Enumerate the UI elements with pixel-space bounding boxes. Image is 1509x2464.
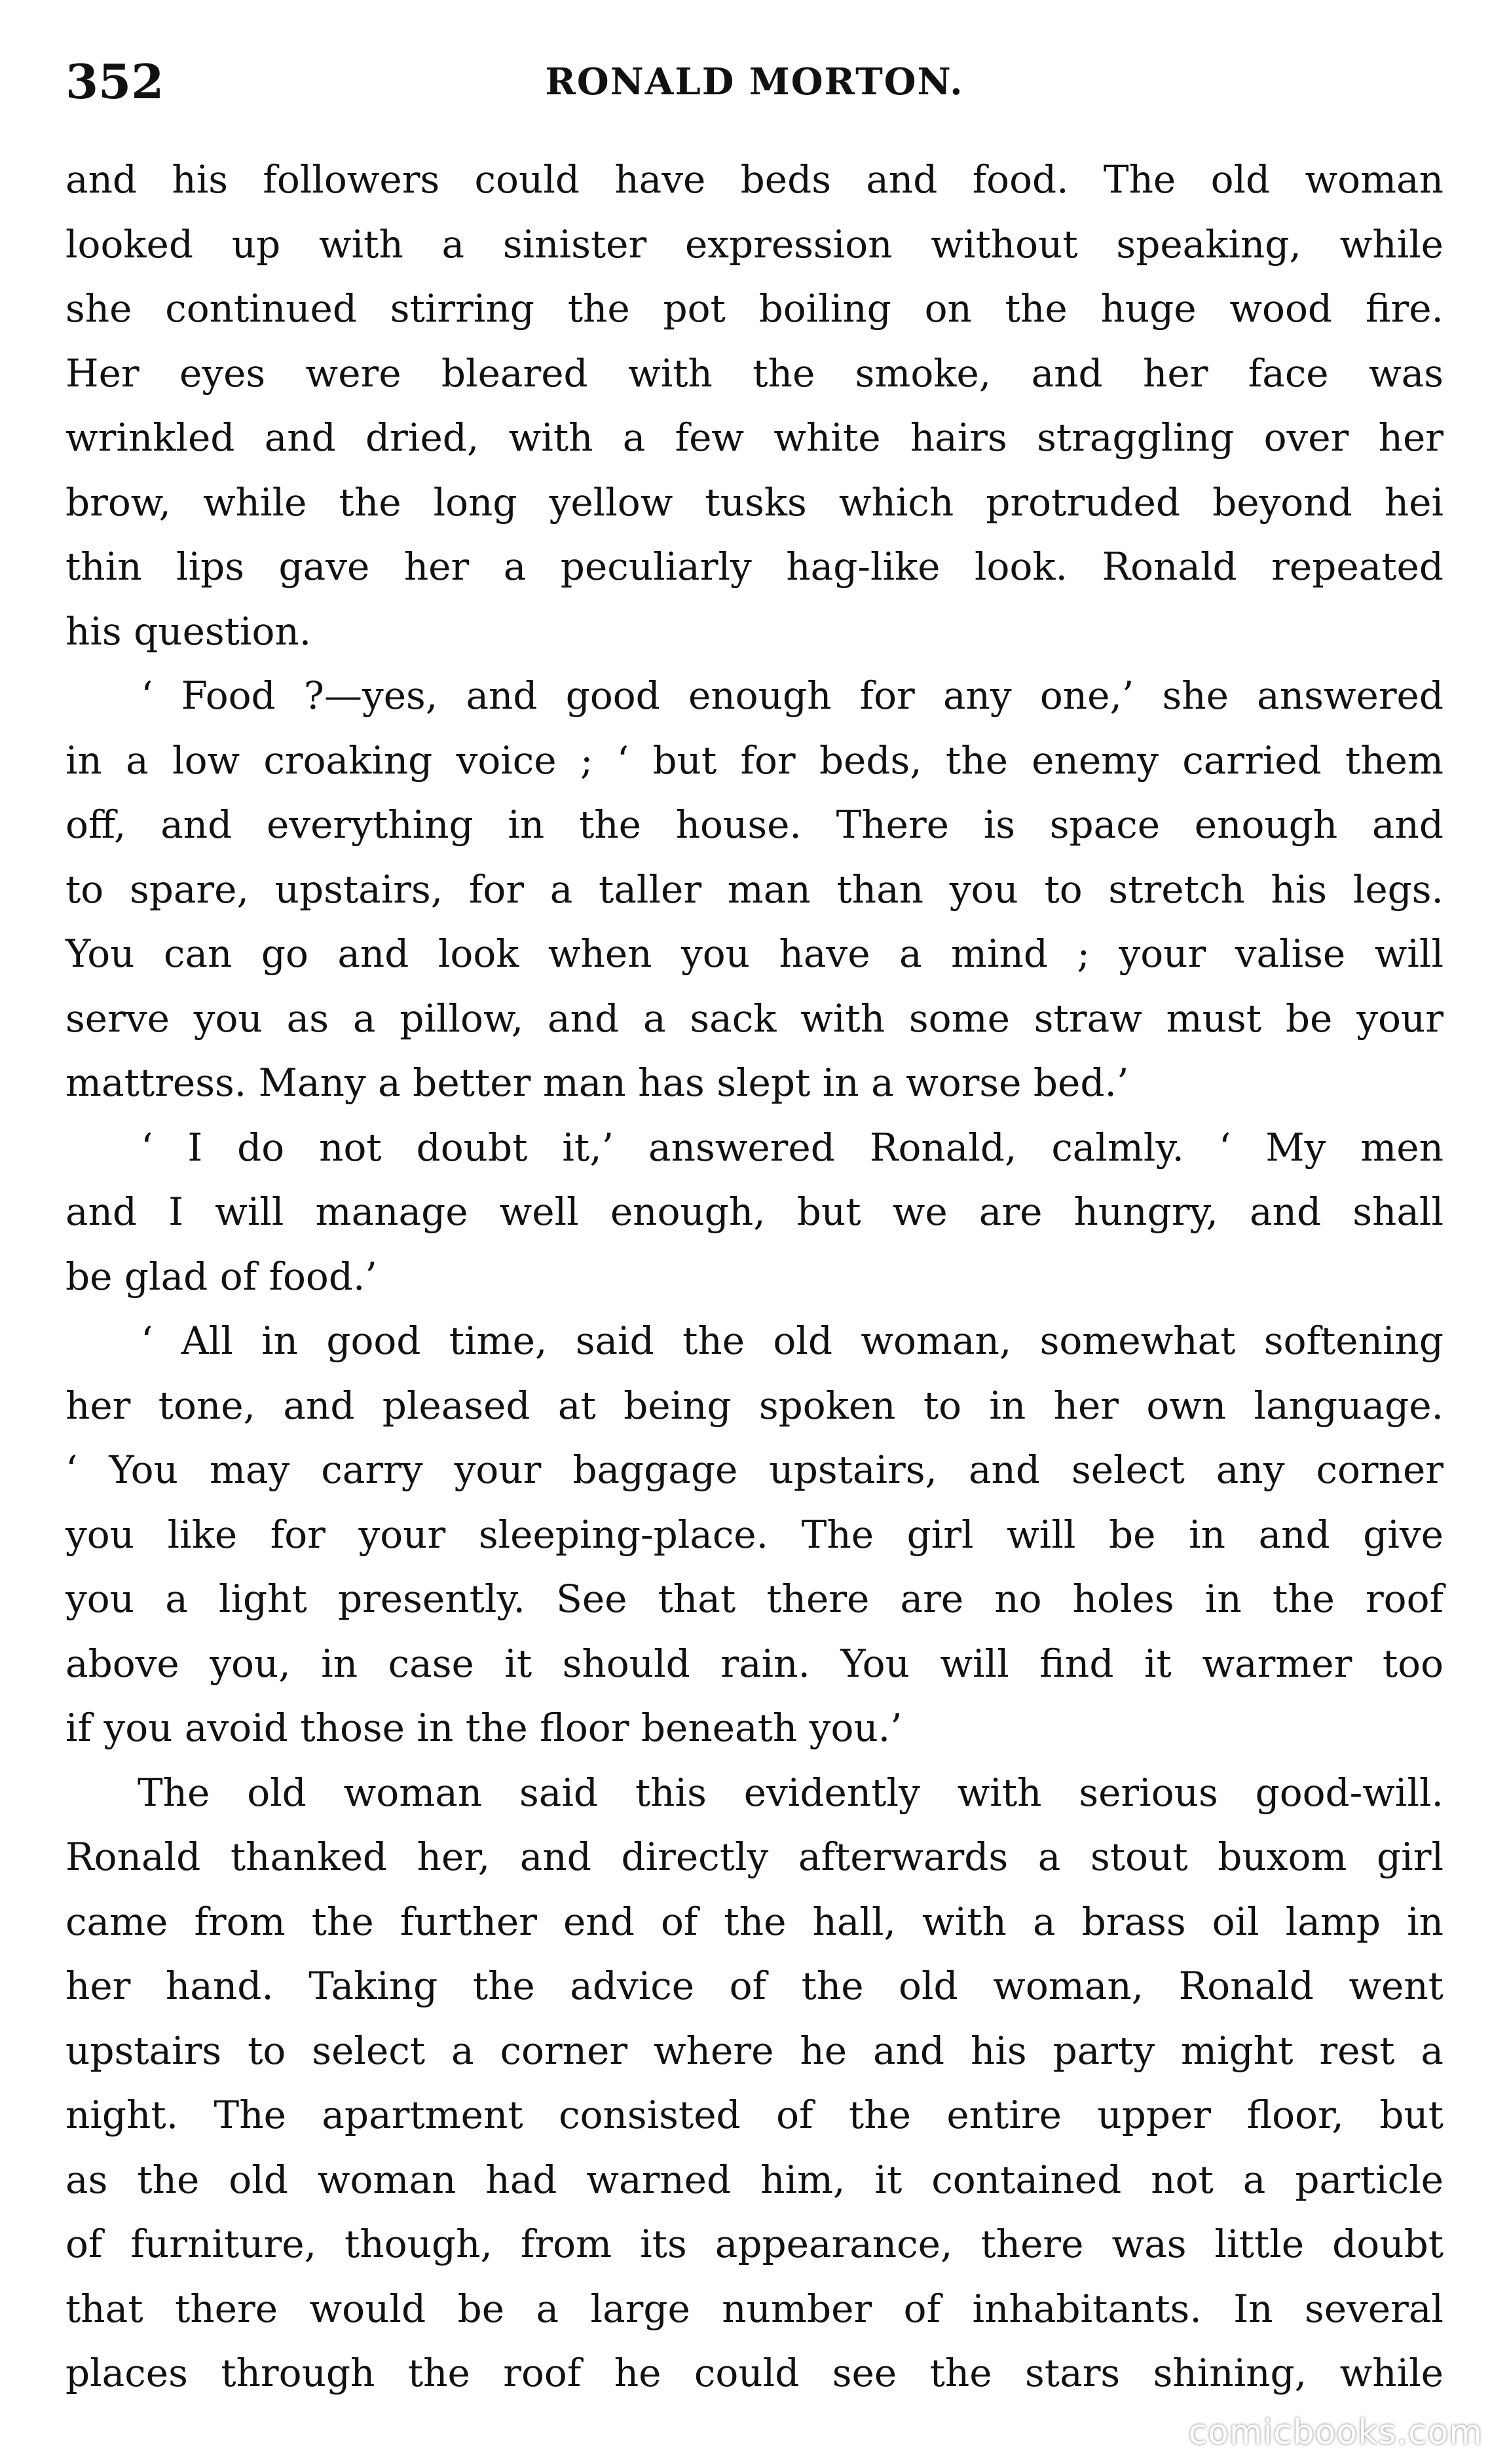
- running-head: RONALD MORTON.: [545, 60, 964, 103]
- text-line: as the old woman had warned him, it contained not a particle: [65, 2157, 1444, 2202]
- text-line: ‘ I do not doubt it,’ answered Ronald, calmly. ‘ My men: [141, 1125, 1444, 1170]
- text-line: off, and everything in the house. There is space enough and: [65, 802, 1444, 847]
- text-line: Her eyes were bleared with the smoke, and her face was: [65, 350, 1444, 396]
- text-line: ‘ All in good time, said the old woman, somewhat softening: [141, 1318, 1444, 1363]
- page-header: [65, 46, 1444, 118]
- text-line: looked up with a sinister expression without speaking, while: [65, 221, 1444, 267]
- text-line: The old woman said this evidently with serious good-will.: [138, 1770, 1444, 1815]
- text-line: you a light presently. See that there are no holes in the roof: [65, 1577, 1444, 1621]
- text-line: his question.: [65, 608, 312, 654]
- text-line: thin lips gave her a peculiarly hag-like look. Ronald repeated: [65, 544, 1444, 589]
- text-line: ‘ Food ?—yes, and good enough for any one,’ she answered: [141, 673, 1444, 718]
- text-line: upstairs to select a corner where he and his party might rest a: [65, 2028, 1444, 2073]
- text-line: night. The apartment consisted of the entire upper floor, but: [65, 2093, 1444, 2137]
- text-line: Ronald thanked her, and directly afterwards a stout buxom girl: [65, 1835, 1444, 1879]
- text-line: she continued stirring the pot boiling on the huge wood fire.: [65, 286, 1444, 331]
- watermark: comicbooks.com: [1188, 2413, 1483, 2452]
- text-line: that there would be a large number of inhabitants. In several: [65, 2286, 1444, 2331]
- text-line: came from the further end of the hall, with a brass oil lamp in: [65, 1899, 1444, 1944]
- text-line: her tone, and pleased at being spoken to in her own language.: [65, 1383, 1444, 1428]
- text-line: her hand. Taking the advice of the old woman, Ronald went: [65, 1964, 1444, 2008]
- text-line: You can go and look when you have a mind ; your valise will: [65, 931, 1444, 976]
- text-line: places through the roof he could see the stars shining, while: [65, 2351, 1444, 2395]
- text-line: and I will manage well enough, but we are hungry, and shall: [65, 1189, 1444, 1234]
- text-line: mattress. Many a better man has slept in a worse bed.’: [65, 1060, 1129, 1105]
- text-line: above you, in case it should rain. You will find it warmer too: [65, 1641, 1444, 1686]
- text-line: wrinkled and dried, with a few white hairs straggling over her: [65, 415, 1444, 460]
- page-number: 352: [65, 54, 164, 109]
- text-line: ‘ You may carry your baggage upstairs, and select any corner: [65, 1447, 1444, 1492]
- text-line: brow, while the long yellow tusks which protruded beyond hei: [65, 479, 1444, 525]
- body-text: [65, 147, 1444, 2406]
- text-line: if you avoid those in the floor beneath you.’: [65, 1706, 903, 1750]
- text-line: to spare, upstairs, for a taller man than you to stretch his legs.: [65, 867, 1444, 912]
- text-line: you like for your sleeping-place. The girl will be in and give: [65, 1512, 1444, 1557]
- text-line: and his followers could have beds and food. The old woman: [65, 157, 1444, 202]
- text-line: be glad of food.’: [65, 1254, 377, 1299]
- text-line: serve you as a pillow, and a sack with some straw must be your: [65, 996, 1444, 1041]
- text-line: in a low croaking voice ; ‘ but for beds, the enemy carried them: [65, 737, 1444, 783]
- text-line: of furniture, though, from its appearance, there was little doubt: [65, 2222, 1444, 2266]
